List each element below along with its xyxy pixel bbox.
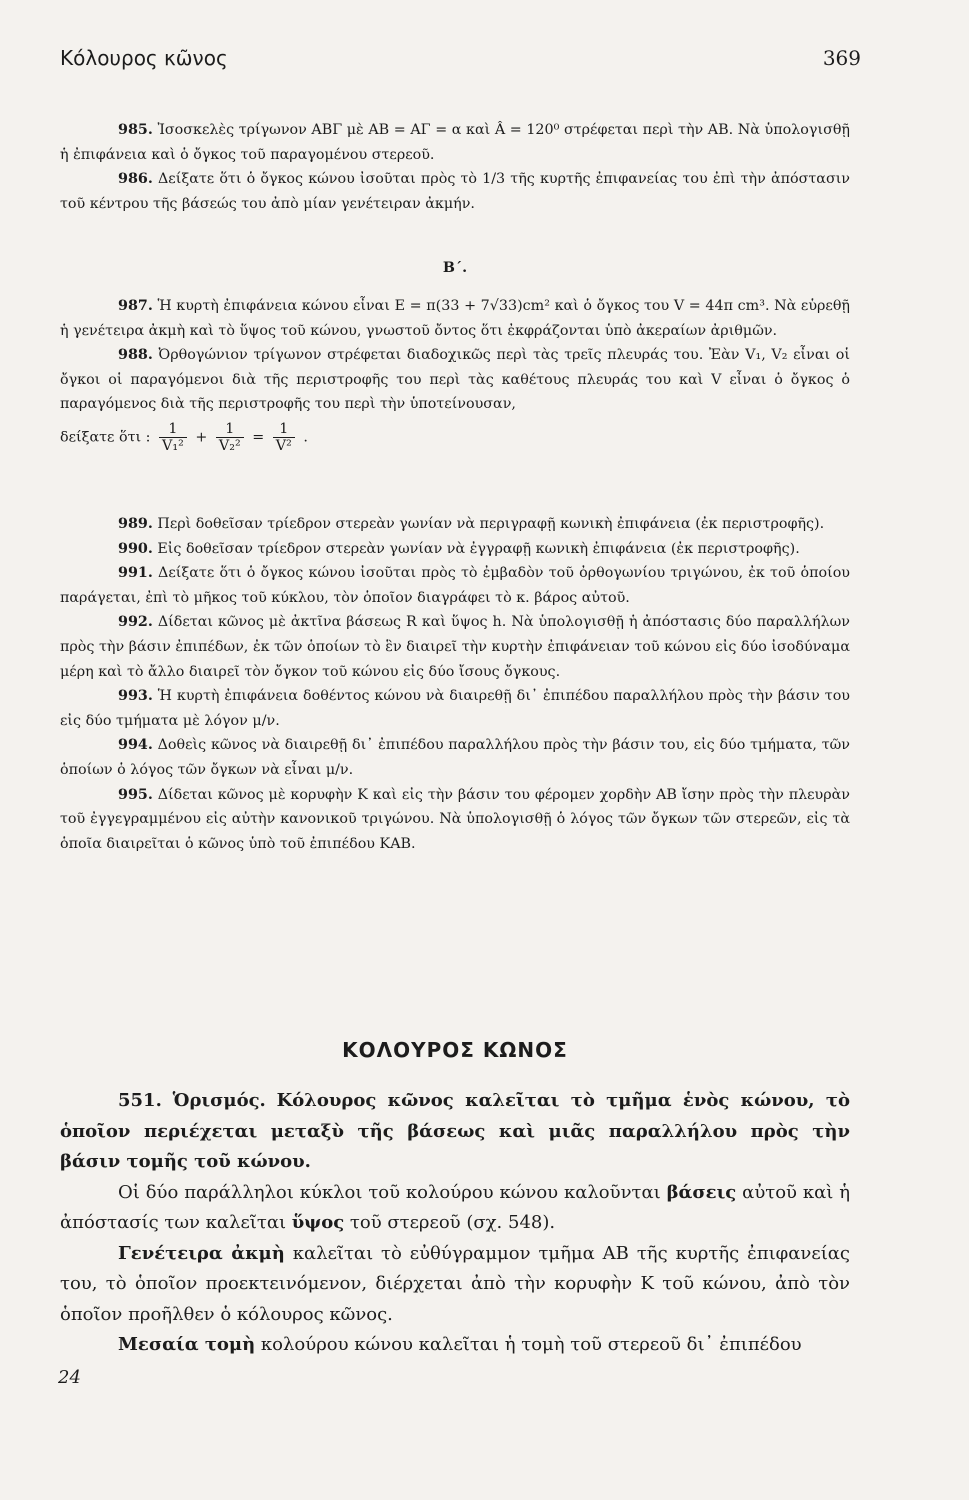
problems-985-986	[60, 118, 850, 216]
problem-990: 990. Εἰς δοθεῖσαν τρίεδρον στερεὰν γωνίαν νὰ ἐγγραφῇ κωνικὴ ἐπιφάνεια (ἐκ περιστροφῆς).	[118, 540, 800, 557]
fraction-v1: $\frac{1}{\text{V₁²}}$	[159, 421, 187, 454]
problem-994: 994. Δοθεὶς κῶνος νὰ διαιρεθῇ δι᾽ ἐπιπέδου παραλλήλου πρὸς τὴν βάσιν του, εἰς δύο τμήματα, τῶν ὁποίων ὁ λόγος τῶν ὄγκων νὰ εἶναι μ/ν.	[60, 737, 850, 778]
fraction-v2: $\frac{1}{\text{V₂²}}$	[216, 421, 244, 454]
problem-991: 991. Δείξατε ὅτι ὁ ὄγκος κώνου ἰσοῦται πρὸς τὸ ἐμβαδὸν τοῦ ὀρθογωνίου τριγώνου, ἐκ τοῦ ὁποίου παράγεται, ἐπὶ τὸ μῆκος τοῦ κύκλου, τὸν ὁποῖον διαγράφει τὸ κ. βάρος αὐτοῦ.	[60, 565, 850, 606]
signature-mark: 24	[58, 1367, 81, 1388]
problem-988: 988. Ὀρθογώνιον τρίγωνον στρέφεται διαδοχικῶς περὶ τὰς τρεῖς πλευράς του. Ἐὰν V₁, V₂ εἶναι οἱ ὄγκοι οἱ παραγόμενοι διὰ τῆς περιστροφῆς του περὶ τὰς καθέτους πλευράς του καὶ V εἶναι ὁ ὄγκος ὁ παραγόμενος διὰ τῆς περιστροφῆς του περὶ τὴν ὑποτείνουσαν,	[60, 347, 851, 413]
problems-987-988	[60, 294, 850, 454]
problem-987: 987. Ἡ κυρτὴ ἐπιφάνεια κώνου εἶναι Ε = π(33 + 7√33)cm² καὶ ὁ ὄγκος του V = 44π cm³. Νὰ εὑρεθῇ ἡ γενέτειρα ἀκμὴ καὶ τὸ ὕψος τοῦ κώνου, γνωστοῦ ὄντος ὅτι ἐκφράζονται ὑπὸ ἀκεραίων ἀριθμῶν.	[60, 298, 850, 339]
section-b: Β΄.	[442, 260, 468, 276]
section-heading: ΚΟΛΟΥΡΟΣ ΚΩΝΟΣ	[342, 1038, 568, 1062]
formula-988: δείξατε ὅτι : $\frac{1}{\text{V₁²}}$ + $\frac{1}{\text{V₂²}}$ = $\frac{1}{\text{V²}}$ .	[60, 420, 308, 454]
problems-989-995	[60, 512, 850, 856]
page-number: 369	[822, 46, 861, 70]
paragraph-middle-section: Μεσαία τομὴ κολούρου κώνου καλεῖται ἡ τομὴ τοῦ στερεοῦ δι᾽ ἐπιπέδου	[118, 1334, 802, 1355]
problem-995: 995. Δίδεται κῶνος μὲ κορυφὴν Κ καὶ εἰς τὴν βάσιν του φέρομεν χορδὴν ΑΒ ἴσην πρὸς τὴν πλευρὰν τοῦ ἐγγεγραμμένου εἰς αὐτὴν κανονικοῦ τριγώνου. Νὰ ὑπολογισθῇ ὁ λόγος τῶν ὄγκων τῶν στερεῶν, εἰς τὰ ὁποῖα διαιρεῖται ὁ κῶνος ὑπὸ τοῦ ἐπιπέδου ΚΑΒ.	[60, 786, 850, 852]
page-header	[60, 46, 861, 76]
fraction-v: $\frac{1}{\text{V²}}$	[273, 421, 295, 454]
problem-985: 985. Ἰσοσκελὲς τρίγωνον ΑΒΓ μὲ ΑΒ = ΑΓ = α καὶ Â = 120⁰ στρέφεται περὶ τὴν ΑΒ. Νὰ ὑπολογισθῇ ἡ ἐπιφάνεια καὶ ὁ ὄγκος τοῦ παραγομένου στερεοῦ.	[60, 122, 851, 163]
definition-section	[60, 1086, 850, 1361]
paragraph-bases: Οἱ δύο παράλληλοι κύκλοι τοῦ κολούρου κώνου καλοῦνται βάσεις αὐτοῦ καὶ ἡ ἀπόστασίς των καλεῖται ὕψος τοῦ στερεοῦ (σχ. 548).	[60, 1181, 851, 1233]
paragraph-generatrix: Γενέτειρα ἀκμὴ καλεῖται τὸ εὐθύγραμμον τμῆμα ΑΒ τῆς κυρτῆς ἐπιφανείας του, τὸ ὁποῖον προεκτεινόμενον, διέρχεται ἀπὸ τὴν κορυφὴν Κ τοῦ κώνου, ἀπὸ τὸν ὁποῖον προῆλθεν ὁ κόλουρος κῶνος.	[60, 1242, 850, 1325]
running-title: Κόλουρος κῶνος	[60, 46, 228, 70]
problem-986: 986. Δείξατε ὅτι ὁ ὄγκος κώνου ἰσοῦται πρὸς τὸ 1/3 τῆς κυρτῆς ἐπιφανείας του ἐπὶ τὴν ἀπόστασιν τοῦ κέντρου τῆς βάσεώς του ἀπὸ μίαν γενέτειραν ἀκμήν.	[60, 171, 850, 212]
problem-993: 993. Ἡ κυρτὴ ἐπιφάνεια δοθέντος κώνου νὰ διαιρεθῇ δι᾽ ἐπιπέδου παραλλήλου πρὸς τὴν βάσιν του εἰς δύο τμήματα μὲ λόγον μ/ν.	[60, 688, 850, 729]
problem-989: 989. Περὶ δοθεῖσαν τρίεδρον στερεὰν γωνίαν νὰ περιγραφῇ κωνικὴ ἐπιφάνεια (ἐκ περιστροφῆς).	[118, 516, 825, 532]
definition-551: 551. Ὁρισμός. Κόλουρος κῶνος καλεῖται τὸ τμῆμα ἑνὸς κώνου, τὸ ὁποῖον περιέχεται μεταξὺ τῆς βάσεως καὶ μιᾶς παραλλήλου πρὸς τὴν βάσιν τομῆς τοῦ κώνου.	[60, 1090, 850, 1172]
problem-992: 992. Δίδεται κῶνος μὲ ἀκτῖνα βάσεως R καὶ ὕψος h. Νὰ ὑπολογισθῇ ἡ ἀπόστασις δύο παραλλήλων πρὸς τὴν βάσιν ἐπιπέδων, ἐκ τῶν ὁποίων τὸ ἓν διαιρεῖ τὴν κυρτὴν ἐπιφάνειαν τοῦ κώνου εἰς δύο ἰσοδύναμα μέρη καὶ τὸ ἄλλο διαιρεῖ τὸν ὄγκον τοῦ κώνου εἰς δύο ἴσους ὄγκους.	[60, 614, 850, 680]
